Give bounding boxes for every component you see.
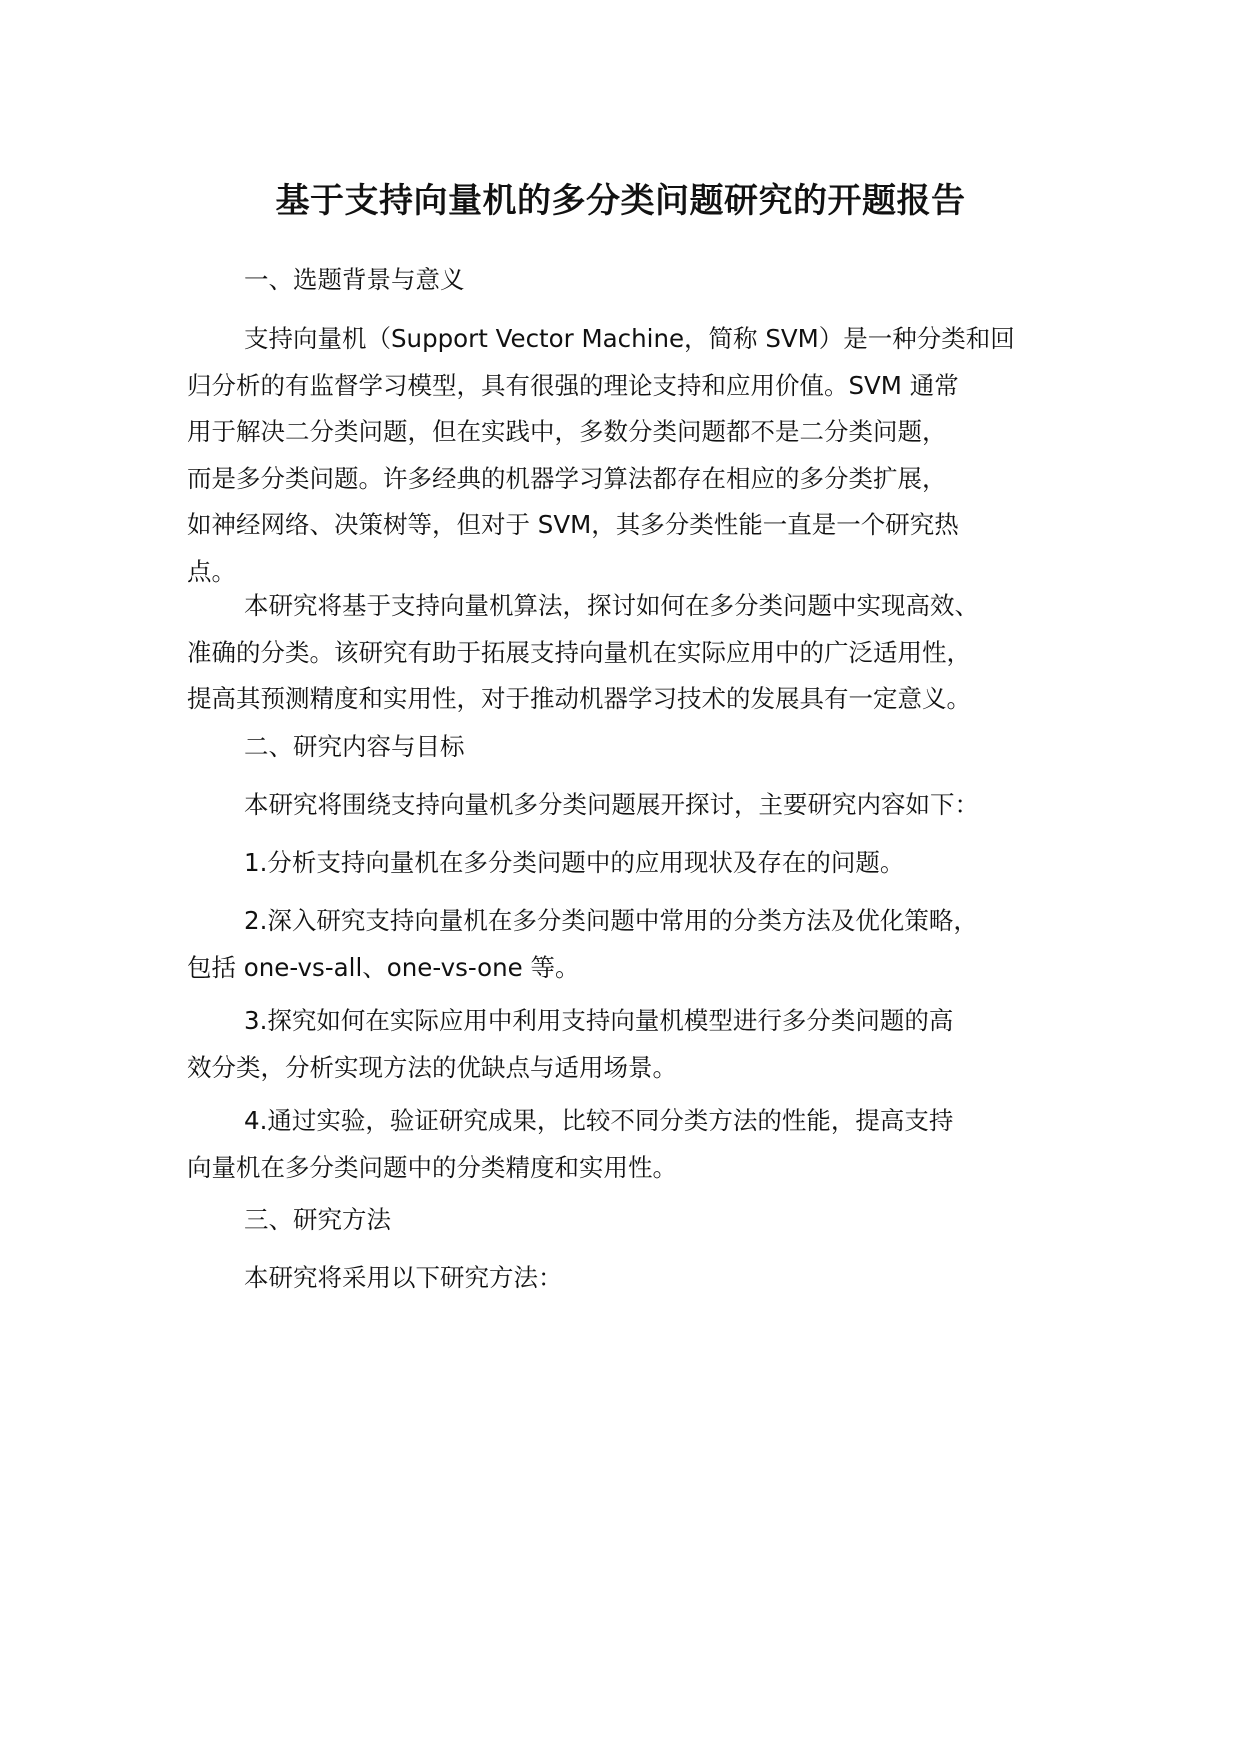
paragraph-line: 准确的分类。该研究有助于拓展支持向量机在实际应用中的广泛适用性， — [187, 637, 971, 667]
section-heading-content — [187, 724, 1087, 771]
paragraph-line: 点。 — [187, 556, 236, 586]
list-item-1 — [187, 840, 1087, 887]
paragraph-line: 向量机在多分类问题中的分类精度和实用性。 — [187, 1152, 677, 1182]
paragraph-line: 本研究将采用以下研究方法： — [244, 1263, 563, 1292]
list-item-3 — [187, 998, 1087, 1091]
paragraph-line: 3.探究如何在实际应用中利用支持向量机模型进行多分类问题的高 — [244, 1006, 954, 1035]
paragraph-line: 4.通过实验，验证研究成果，比较不同分类方法的性能，提高支持 — [244, 1106, 954, 1135]
paragraph-line: 本研究将围绕支持向量机多分类问题展开探讨，主要研究内容如下： — [244, 790, 979, 819]
paragraph-research-significance — [187, 583, 1087, 723]
paragraph-line: 归分析的有监督学习模型，具有很强的理论支持和应用价值。SVM 通常 — [187, 370, 959, 400]
paragraph-line: 支持向量机（Support Vector Machine，简称 SVM）是一种分类和回 — [244, 324, 1015, 353]
paragraph-line: 包括 one-vs-all、one-vs-one 等。 — [187, 952, 580, 982]
paragraph-line: 用于解决二分类问题，但在实践中，多数分类问题都不是二分类问题， — [187, 417, 947, 446]
section-heading-background — [187, 257, 1087, 304]
paragraph-line: 效分类，分析实现方法的优缺点与适用场景。 — [187, 1052, 677, 1082]
section-heading-methods — [187, 1197, 1087, 1244]
paragraph-line: 2.深入研究支持向量机在多分类问题中常用的分类方法及优化策略， — [244, 906, 978, 935]
paragraph-methods-intro — [187, 1255, 1087, 1302]
list-item-2 — [187, 898, 1087, 991]
paragraph-line: 而是多分类问题。许多经典的机器学习算法都存在相应的多分类扩展， — [187, 463, 947, 493]
section-heading: 二、研究内容与目标 — [244, 732, 465, 761]
section-heading: 三、研究方法 — [244, 1205, 391, 1234]
paragraph-svm-intro — [187, 316, 1087, 595]
section-heading: 一、选题背景与意义 — [244, 265, 465, 294]
paragraph-line: 本研究将基于支持向量机算法，探讨如何在多分类问题中实现高效、 — [244, 591, 979, 620]
paragraph-line: 如神经网络、决策树等，但对于 SVM，其多分类性能一直是一个研究热 — [187, 510, 959, 539]
list-item-4 — [187, 1098, 1087, 1191]
paragraph-line: 1.分析支持向量机在多分类问题中的应用现状及存在的问题。 — [244, 848, 905, 877]
paragraph-content-intro — [187, 782, 1087, 829]
document-title: 基于支持向量机的多分类问题研究的开题报告 — [275, 181, 966, 221]
paragraph-line: 提高其预测精度和实用性，对于推动机器学习技术的发展具有一定意义。 — [187, 684, 971, 713]
